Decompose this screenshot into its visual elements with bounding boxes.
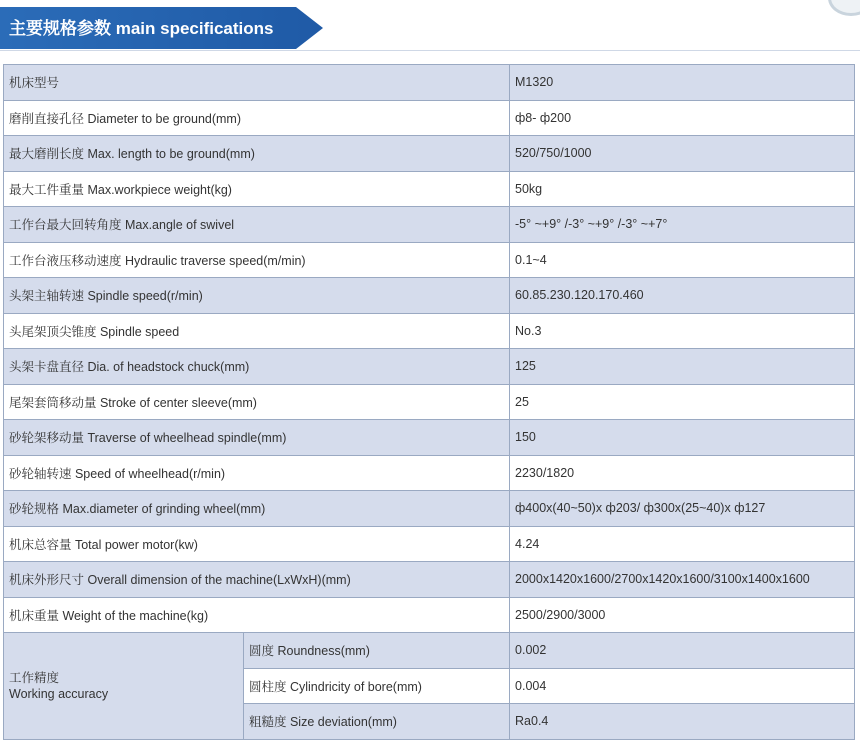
accuracy-item-value: Ra0.4 (510, 704, 855, 740)
spec-label: 砂轮架移动量 Traverse of wheelhead spindle(mm) (4, 420, 510, 456)
spec-row-traverse-speed (4, 242, 855, 278)
spec-value: No.3 (510, 313, 855, 349)
spec-value: 60.85.230.120.170.460 (510, 278, 855, 314)
spec-label: 头尾架顶尖锥度 Spindle speed (4, 313, 510, 349)
spec-row-swivel-angle (4, 207, 855, 243)
spec-value: 0.1~4 (510, 242, 855, 278)
spec-value: 2230/1820 (510, 455, 855, 491)
spec-label: 机床外形尺寸 Overall dimension of the machine(LxWxH)(mm) (4, 562, 510, 598)
spec-label: 机床型号 (4, 65, 510, 101)
accuracy-item-value: 0.004 (510, 668, 855, 704)
section-header (0, 0, 860, 58)
accuracy-group-label (4, 633, 244, 740)
spec-label: 砂轮规格 Max.diameter of grinding wheel(mm) (4, 491, 510, 527)
spec-row-roundness (4, 633, 855, 669)
spec-label: 机床重量 Weight of the machine(kg) (4, 597, 510, 633)
accuracy-item-label: 圆度 Roundness(mm) (244, 633, 510, 669)
spec-value: 50kg (510, 171, 855, 207)
spec-row-max-length (4, 136, 855, 172)
spec-label: 最大工件重量 Max.workpiece weight(kg) (4, 171, 510, 207)
spec-label: 工作台最大回转角度 Max.angle of swivel (4, 207, 510, 243)
spec-row-model (4, 65, 855, 101)
spec-value: 4.24 (510, 526, 855, 562)
spec-row-overall-dimension (4, 562, 855, 598)
accuracy-item-label: 圆柱度 Cylindricity of bore(mm) (244, 668, 510, 704)
header-divider (0, 50, 860, 51)
spec-value: 150 (510, 420, 855, 456)
accuracy-label-cn: 工作精度 (9, 670, 60, 685)
spec-label: 头架卡盘直径 Dia. of headstock chuck(mm) (4, 349, 510, 385)
spec-row-center-taper (4, 313, 855, 349)
spec-row-wheel-size (4, 491, 855, 527)
spec-row-diameter (4, 100, 855, 136)
spec-value: ф400x(40~50)x ф203/ ф300x(25~40)x ф127 (510, 491, 855, 527)
spec-value: 2000x1420x1600/2700x1420x1600/3100x1400x1600 (510, 562, 855, 598)
spec-row-spindle-speed (4, 278, 855, 314)
spec-row-wheelhead-traverse (4, 420, 855, 456)
accuracy-item-value: 0.002 (510, 633, 855, 669)
spec-row-chuck-diameter (4, 349, 855, 385)
spec-value: -5° ~+9° /-3° ~+9° /-3° ~+7° (510, 207, 855, 243)
spec-value: 25 (510, 384, 855, 420)
spec-label: 最大磨削长度 Max. length to be ground(mm) (4, 136, 510, 172)
spec-label: 尾架套筒移动量 Stroke of center sleeve(mm) (4, 384, 510, 420)
spec-row-wheelhead-speed (4, 455, 855, 491)
spec-label: 砂轮轴转速 Speed of wheelhead(r/min) (4, 455, 510, 491)
spec-label: 工作台液压移动速度 Hydraulic traverse speed(m/min) (4, 242, 510, 278)
spec-row-total-power (4, 526, 855, 562)
spec-label: 机床总容量 Total power motor(kw) (4, 526, 510, 562)
spec-value: 125 (510, 349, 855, 385)
spec-value: 2500/2900/3000 (510, 597, 855, 633)
spec-row-machine-weight (4, 597, 855, 633)
spec-label: 头架主轴转速 Spindle speed(r/min) (4, 278, 510, 314)
spec-value: M1320 (510, 65, 855, 101)
spec-value: 520/750/1000 (510, 136, 855, 172)
corner-decoration (828, 0, 860, 16)
accuracy-label-en: Working accuracy (9, 686, 109, 701)
spec-value: ф8- ф200 (510, 100, 855, 136)
accuracy-item-label: 粗糙度 Size deviation(mm) (244, 704, 510, 740)
spec-row-workpiece-weight (4, 171, 855, 207)
specifications-table (3, 64, 855, 740)
section-title: 主要规格参数 main specifications (9, 19, 274, 38)
spec-row-sleeve-stroke (4, 384, 855, 420)
spec-label: 磨削直接孔径 Diameter to be ground(mm) (4, 100, 510, 136)
